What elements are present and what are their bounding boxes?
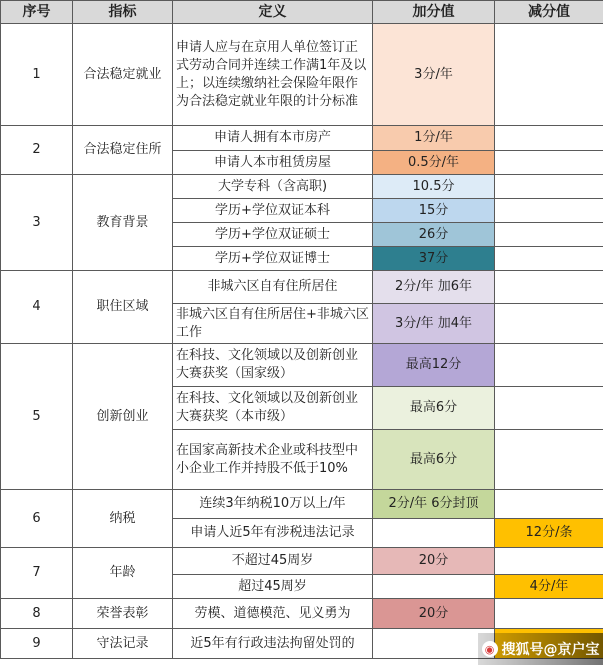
row7a-add: 20分: [373, 548, 495, 575]
watermark-text: 搜狐号@京户宝: [501, 642, 600, 658]
row4b-def: 非城六区自有住所居住+非城六区工作: [173, 304, 373, 344]
row5b-def: 在科技、文化领域以及创新创业大赛获奖（本市级）: [173, 387, 373, 430]
row3a-def: 大学专科（含高职): [173, 175, 373, 199]
row5a-def: 在科技、文化领域以及创新创业大赛获奖（国家级）: [173, 344, 373, 387]
row9-item: 守法记录: [73, 629, 173, 659]
row3c-sub: [495, 223, 603, 247]
row3-no: 3: [1, 175, 73, 271]
row4-item: 职住区域: [73, 271, 173, 344]
row3b-def: 学历+学位双证本科: [173, 199, 373, 223]
row8-add: 20分: [373, 599, 495, 629]
row7-no: 7: [1, 548, 73, 599]
watermark: [478, 633, 603, 665]
row3d-def: 学历+学位双证博士: [173, 247, 373, 271]
row3a-sub: [495, 175, 603, 199]
row5b-sub: [495, 387, 603, 430]
row1-def: 申请人应与在京用人单位签订正式劳动合同并连续工作满1年及以上；以连续缴纳社会保险年限作为合法稳定就业年限的计分标准: [173, 24, 373, 126]
row3c-def: 学历+学位双证硕士: [173, 223, 373, 247]
row7b-def: 超过45周岁: [173, 575, 373, 599]
row5-no: 5: [1, 344, 73, 490]
row2a-def: 申请人拥有本市房产: [173, 126, 373, 151]
row4b-add: 3分/年 加4年: [373, 304, 495, 344]
row6a-add: 2分/年 6分封顶: [373, 490, 495, 519]
header-no: 序号: [1, 1, 73, 24]
row7b-add: [373, 575, 495, 599]
row6-no: 6: [1, 490, 73, 548]
row3-item: 教育背景: [73, 175, 173, 271]
row2a-add: 1分/年: [373, 126, 495, 151]
row2-no: 2: [1, 126, 73, 175]
row7b-sub: 4分/年: [495, 575, 603, 599]
sohu-logo-icon: ◉: [482, 641, 498, 657]
row5a-sub: [495, 344, 603, 387]
row1-add: 3分/年: [373, 24, 495, 126]
row8-no: 8: [1, 599, 73, 629]
row3b-sub: [495, 199, 603, 223]
row3c-add: 26分: [373, 223, 495, 247]
row2b-def: 申请人本市租赁房屋: [173, 151, 373, 175]
row6a-sub: [495, 490, 603, 519]
row5a-add: 最高12分: [373, 344, 495, 387]
row7-item: 年龄: [73, 548, 173, 599]
row3d-add: 37分: [373, 247, 495, 271]
row6b-def: 申请人近5年有涉税违法记录: [173, 519, 373, 548]
row4a-def: 非城六区自有住所居住: [173, 271, 373, 304]
header-item: 指标: [73, 1, 173, 24]
row8-item: 荣誉表彰: [73, 599, 173, 629]
row7a-def: 不超过45周岁: [173, 548, 373, 575]
row3a-add: 10.5分: [373, 175, 495, 199]
row5c-sub: [495, 430, 603, 490]
row1-sub: [495, 24, 603, 126]
row4a-add: 2分/年 加6年: [373, 271, 495, 304]
row9-def: 近5年有行政违法拘留处罚的: [173, 629, 373, 659]
row3b-add: 15分: [373, 199, 495, 223]
row1-no: 1: [1, 24, 73, 126]
row4b-sub: [495, 304, 603, 344]
row6b-sub: 12分/条: [495, 519, 603, 548]
row3d-sub: [495, 247, 603, 271]
header-add: 加分值: [373, 1, 495, 24]
row5-item: 创新创业: [73, 344, 173, 490]
row2b-add: 0.5分/年: [373, 151, 495, 175]
row9-add: [373, 629, 495, 659]
header-def: 定义: [173, 1, 373, 24]
row8-sub: [495, 599, 603, 629]
row4a-sub: [495, 271, 603, 304]
row5b-add: 最高6分: [373, 387, 495, 430]
row2b-sub: [495, 151, 603, 175]
row2-item: 合法稳定住所: [73, 126, 173, 175]
row4-no: 4: [1, 271, 73, 344]
row6a-def: 连续3年纳税10万以上/年: [173, 490, 373, 519]
row2a-sub: [495, 126, 603, 151]
row6-item: 纳税: [73, 490, 173, 548]
header-sub: 减分值: [495, 1, 603, 24]
row6b-add: [373, 519, 495, 548]
row8-def: 劳模、道德模范、见义勇为: [173, 599, 373, 629]
row9-no: 9: [1, 629, 73, 659]
row5c-add: 最高6分: [373, 430, 495, 490]
row5c-def: 在国家高新技术企业或科技型中小企业工作并持股不低于10%: [173, 430, 373, 490]
row7a-sub: [495, 548, 603, 575]
row1-item: 合法稳定就业: [73, 24, 173, 126]
